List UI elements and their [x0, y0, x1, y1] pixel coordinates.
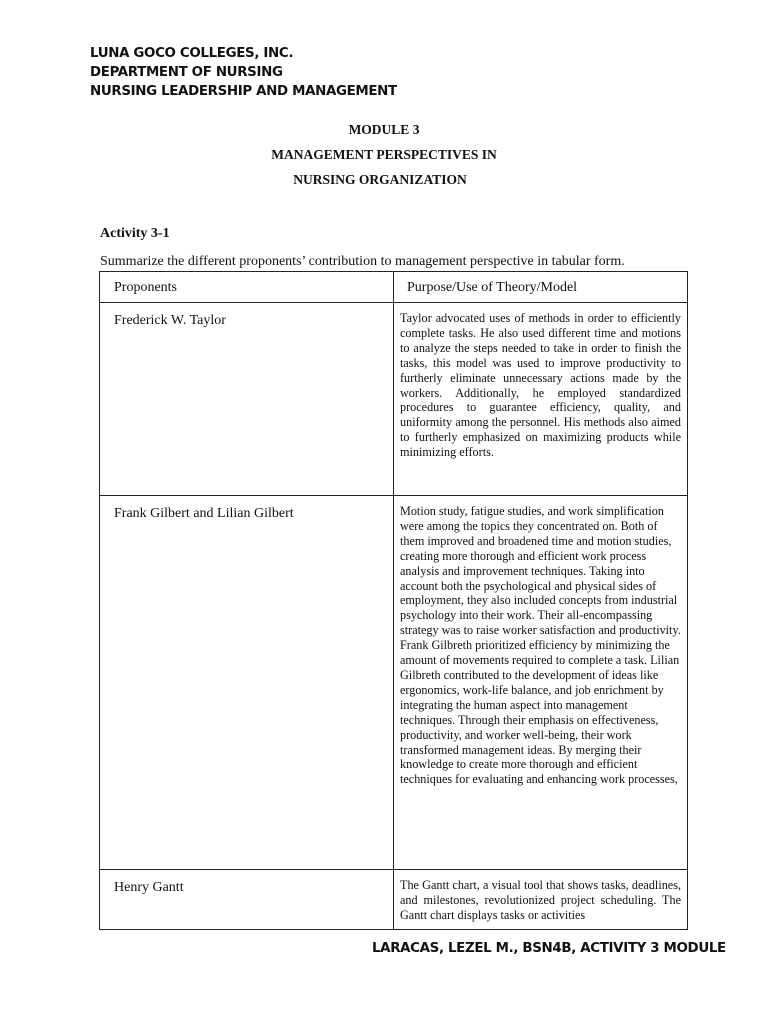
- proponent-purpose: Taylor advocated uses of methods in order to efficiently complete tasks. He also used different time and motions to analyze the steps needed to take in order to finish the tasks, this model was used to improve productivity to furtherly eliminate unnecessary actions made by the workers. Additionally, he employed standardized procedures to guarantee efficiency, quality, and uniformity among the personnel. His methods also aimed to furtherly emphasized on maximizing products while minimizing efforts.: [400, 311, 681, 460]
- department-name: DEPARTMENT OF NURSING: [90, 65, 283, 80]
- proponent-name: Henry Gantt: [114, 880, 184, 895]
- table-header-cell: [100, 272, 394, 303]
- header-proponents: Proponents: [114, 280, 177, 295]
- table-cell: [100, 496, 394, 870]
- proponents-table: [99, 271, 688, 930]
- table-cell: [394, 303, 688, 496]
- header-purpose: Purpose/Use of Theory/Model: [407, 280, 578, 295]
- proponent-name: Frank Gilbert and Lilian Gilbert: [114, 506, 294, 521]
- course-name: NURSING LEADERSHIP AND MANAGEMENT: [90, 84, 397, 99]
- proponent-name: Frederick W. Taylor: [114, 313, 226, 328]
- module-number: MODULE 3: [348, 122, 420, 137]
- module-title-line2: NURSING ORGANIZATION: [293, 172, 467, 187]
- footer-text: LARACAS, LEZEL M., BSN4B, ACTIVITY 3 MODULE: [372, 941, 726, 956]
- table-cell: [394, 870, 688, 930]
- school-name: LUNA GOCO COLLEGES, INC.: [90, 46, 294, 61]
- table-row: [100, 496, 688, 870]
- activity-label: Activity 3-1: [100, 226, 170, 241]
- proponent-purpose: Motion study, fatigue studies, and work simplification were among the topics they concentrated on. Both of them improved and broadened time and motion studies, creating more thorough and efficient work process analysis and improvement techniques. Taking into account both the psychological and physical sides of employment, they also included concepts from industrial psychology into their work. Their all-encompassing strategy was to raise worker satisfaction and productivity. Frank Gilbreth prioritized efficiency by minimizing the amount of movements required to complete a task. Lilian Gilbreth contributed to the development of ideas like ergonomics, work-life balance, and job enrichment by integrating the human aspect into management techniques. Through their emphasis on effectiveness, productivity, and worker well-being, their work transformed management ideas. By merging their knowledge to create more thorough and efficient techniques for evaluating and enhancing work processes,: [400, 504, 681, 787]
- table-row: [100, 303, 688, 496]
- table-header-cell: [394, 272, 688, 303]
- table-row: [100, 870, 688, 930]
- table-cell: [100, 870, 394, 930]
- table-cell: [394, 496, 688, 870]
- module-title-line1: MANAGEMENT PERSPECTIVES IN: [271, 147, 497, 162]
- table-cell: [100, 303, 394, 496]
- activity-instruction: Summarize the different proponents’ contribution to management perspective in tabular form.: [100, 254, 625, 269]
- proponent-purpose: The Gantt chart, a visual tool that shows tasks, deadlines, and milestones, revolutionized project scheduling. The Gantt chart displays tasks or activities: [400, 878, 681, 922]
- table-header-row: [100, 272, 688, 303]
